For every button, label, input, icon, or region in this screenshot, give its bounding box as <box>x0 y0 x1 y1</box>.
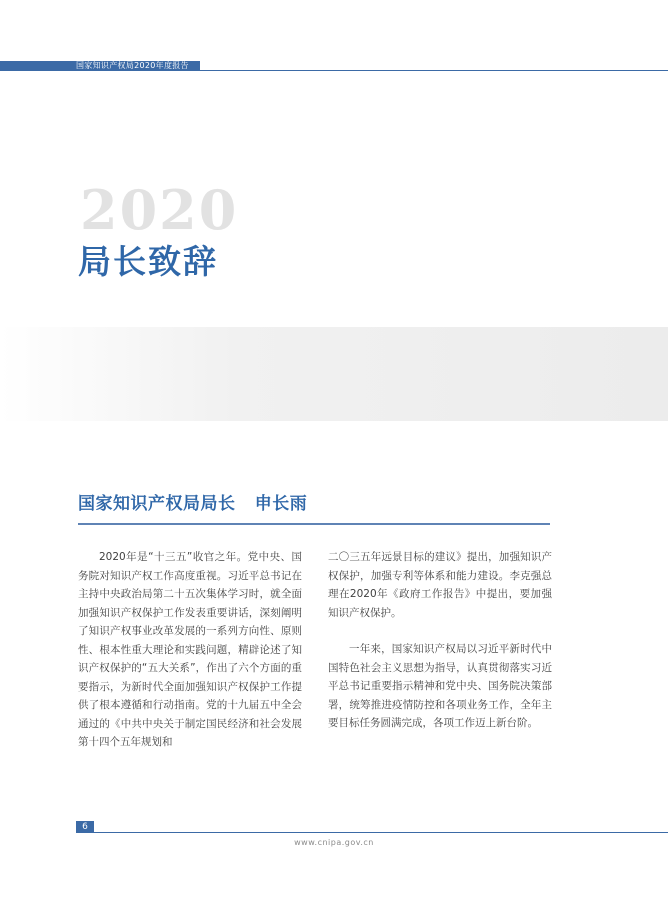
author-heading: 国家知识产权局局长 申长雨 <box>78 494 308 514</box>
gray-band <box>0 327 668 421</box>
report-title: 国家知识产权局2020年度报告 <box>76 61 189 70</box>
header-rule <box>200 70 668 71</box>
page-title: 局长致辞 <box>78 242 218 281</box>
author-rule <box>78 523 550 525</box>
year-watermark: 2020 <box>80 178 239 242</box>
footer-url[interactable]: www.cnipa.gov.cn <box>294 838 374 847</box>
footer-rule <box>94 832 668 833</box>
left-column <box>78 548 302 770</box>
paragraph: 一年来，国家知识产权局以习近平新时代中国特色社会主义思想为指导，认真贯彻落实习近平总书记重要指示精神和党中央、国务院决策部署，统筹推进疫情防控和各项业务工作，全年主要目标任务圆满完成，各项工作迈上新台阶。 <box>328 643 552 729</box>
page-number: 6 <box>76 821 94 833</box>
right-column <box>328 548 552 751</box>
paragraph-continuation: 二〇三五年远景目标的建议》提出，加强知识产权保护，加强专利等体系和能力建设。李克强总理在2020年《政府工作报告》中提出，要加强知识产权保护。 <box>328 551 552 619</box>
paragraph: 2020年是“十三五”收官之年。党中央、国务院对知识产权工作高度重视。习近平总书记在主持中央政治局第二十五次集体学习时，就全面加强知识产权保护工作发表重要讲话，深刻阐明了知识产权事业改革发展的一系列方向性、原则性、根本性重大理论和实践问题，精辟论述了知识产权保护的“五大关系”，作出了六个方面的重要指示，为新时代全面加强知识产权保护工作提供了根本遵循和行动指南。党的十九届五中全会通过的《中共中央关于制定国民经济和社会发展第十四个五年规划和 <box>78 551 302 748</box>
